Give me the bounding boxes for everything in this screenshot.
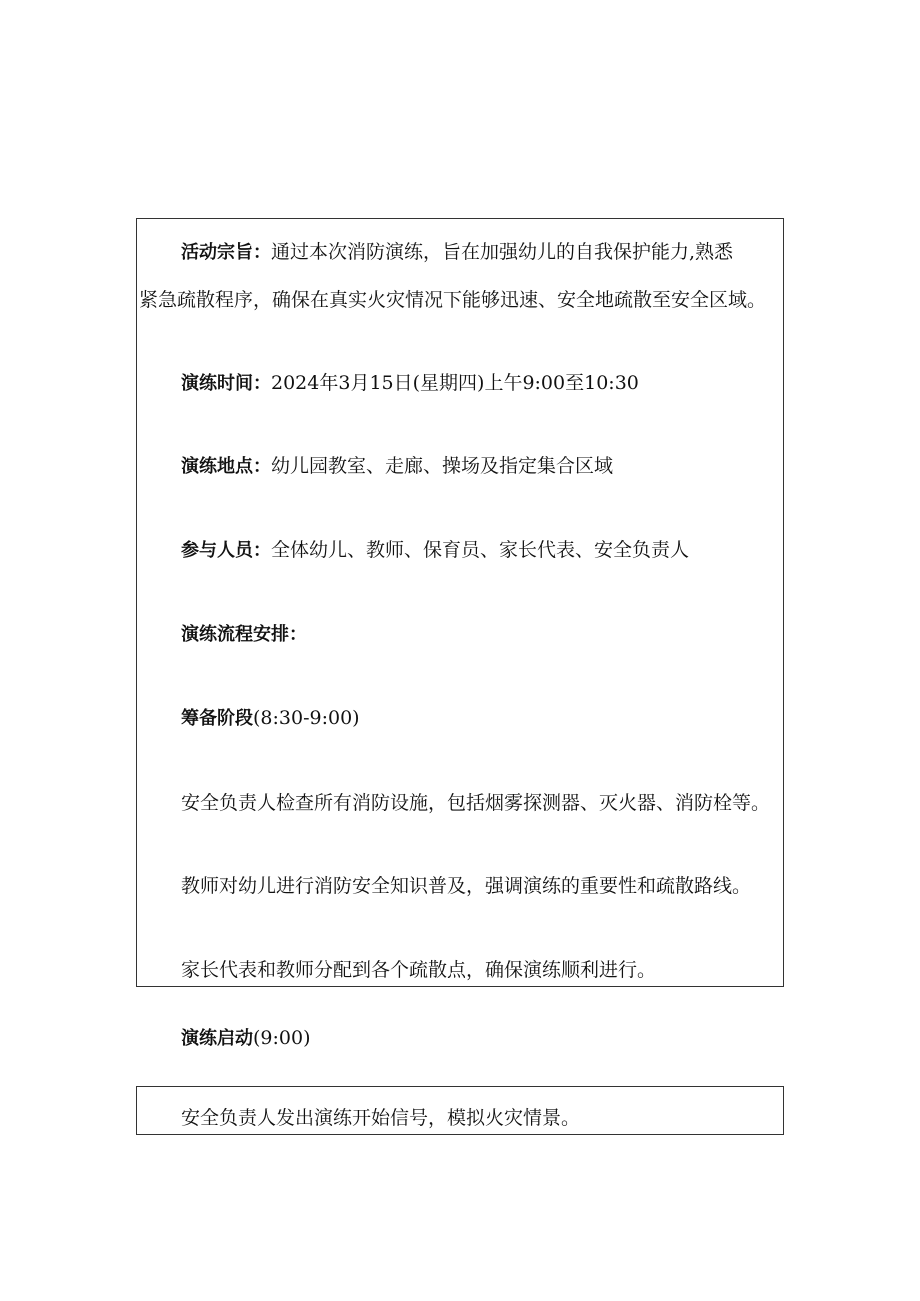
start-heading-label: 演练启动 — [181, 1028, 253, 1049]
content-box-top — [136, 218, 784, 987]
time-text: 2024年3月15日(星期四)上午9:00至10:30 — [271, 372, 639, 394]
prep-item-3-text: 家长代表和教师分配到各个疏散点，确保演练顺利进行。 — [181, 959, 657, 981]
location-line — [181, 454, 613, 479]
time-line — [181, 371, 639, 396]
purpose-text-1: 通过本次消防演练，旨在加强幼儿的自我保护能力,熟悉 — [271, 241, 734, 263]
purpose-line-1 — [181, 240, 733, 265]
process-heading-line — [181, 622, 307, 647]
prep-heading-label: 筹备阶段 — [181, 708, 253, 729]
location-text: 幼儿园教室、走廊、操场及指定集合区域 — [271, 455, 614, 477]
participants-text: 全体幼儿、教师、保育员、家长代表、安全负责人 — [271, 539, 690, 561]
participants-label: 参与人员： — [181, 540, 271, 561]
start-item-1 — [181, 1106, 580, 1130]
participants-line — [181, 538, 689, 563]
prep-heading-line — [181, 706, 360, 731]
prep-item-2 — [181, 874, 751, 898]
purpose-label: 活动宗旨： — [181, 242, 271, 263]
process-heading: 演练流程安排： — [181, 624, 307, 645]
prep-heading-time: (8:30-9:00) — [253, 707, 360, 729]
time-label: 演练时间： — [181, 373, 271, 394]
prep-item-1 — [181, 791, 770, 815]
start-heading-line — [181, 1026, 311, 1051]
start-item-1-text: 安全负责人发出演练开始信号，模拟火灾情景。 — [181, 1107, 581, 1129]
location-label: 演练地点： — [181, 456, 271, 477]
prep-item-2-text: 教师对幼儿进行消防安全知识普及，强调演练的重要性和疏散路线。 — [181, 875, 752, 897]
start-heading-time: (9:00) — [253, 1027, 311, 1049]
purpose-text-2: 紧急疏散程序，确保在真实火灾情况下能够迅速、安全地疏散至安全区域。 — [139, 289, 767, 311]
prep-item-3 — [181, 958, 656, 982]
purpose-line-2 — [139, 288, 766, 312]
prep-item-1-text: 安全负责人检查所有消防设施，包括烟雾探测器、灭火器、消防栓等。 — [181, 792, 771, 814]
